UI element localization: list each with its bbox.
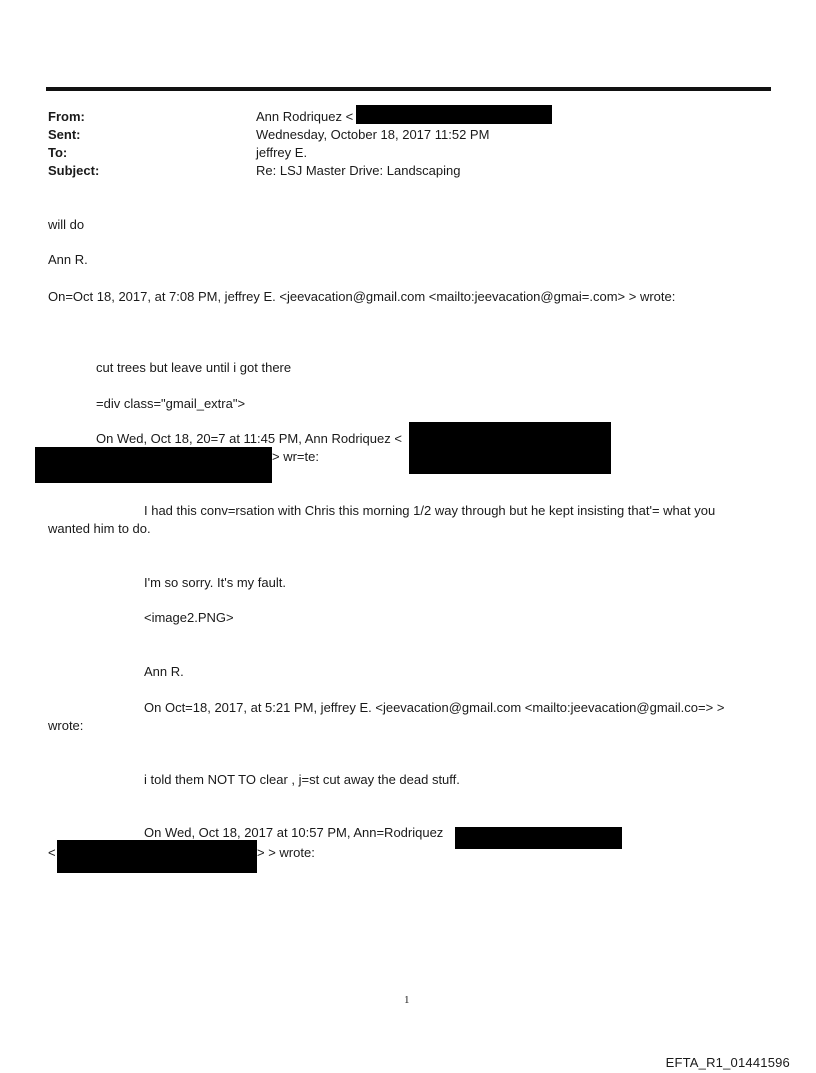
quoted-header-3-wrap: wrote: (48, 718, 84, 733)
redaction-block (409, 422, 611, 474)
sent-label: Sent: (48, 127, 81, 142)
page-number: 1 (404, 994, 410, 1006)
quoted-text-3: I'm so sorry. It's my fault. (144, 575, 286, 590)
quoted-header-1: On=Oct 18, 2017, at 7:08 PM, jeffrey E. <jeevacation@gmail.com <mailto:jeevacation@gmai=.com> > wrote: (48, 289, 676, 304)
document-id: EFTA_R1_01441596 (665, 1055, 790, 1070)
quoted-text-2-wrap: wanted him to do. (48, 521, 151, 536)
quoted-header-2: On Wed, Oct 18, 20=7 at 11:45 PM, Ann Rodriquez < (96, 431, 402, 446)
quoted-header-3: On Oct=18, 2017, at 5:21 PM, jeffrey E. <jeevacation@gmail.com <mailto:jeevacation@gmail.co=> > (144, 700, 725, 715)
redaction-block (356, 105, 552, 124)
quoted-header-4-open: < (48, 845, 56, 860)
quoted-signature: Ann R. (144, 664, 184, 679)
subject-value: Re: LSJ Master Drive: Landscaping (256, 163, 461, 178)
from-value: Ann Rodriquez < (256, 109, 354, 124)
quoted-text-2: I had this conv=rsation with Chris this morning 1/2 way through but he kept insisting that'= what you (144, 503, 716, 518)
redaction-block (57, 840, 257, 873)
header-divider (46, 87, 771, 91)
quoted-header-4-end: > > wrote: (257, 845, 315, 860)
body-signature: Ann R. (48, 252, 88, 267)
body-reply-text: will do (48, 217, 85, 232)
image-attachment-ref: <image2.PNG> (144, 610, 234, 625)
quoted-text-1: cut trees but leave until i got there (96, 360, 292, 375)
redaction-block (35, 447, 272, 483)
quoted-text-4: i told them NOT TO clear , j=st cut away the dead stuff. (144, 772, 460, 787)
from-label: From: (48, 109, 85, 124)
sent-value: Wednesday, October 18, 2017 11:52 PM (256, 127, 490, 142)
quoted-markup-text: =div class="gmail_extra"> (96, 396, 246, 411)
quoted-header-4: On Wed, Oct 18, 2017 at 10:57 PM, Ann=Rodriquez (144, 825, 444, 840)
subject-label: Subject: (48, 163, 100, 178)
quoted-header-2-end: > wr=te: (272, 449, 319, 464)
to-label: To: (48, 145, 68, 160)
to-value: jeffrey E. (256, 145, 308, 160)
redaction-block (455, 827, 622, 849)
